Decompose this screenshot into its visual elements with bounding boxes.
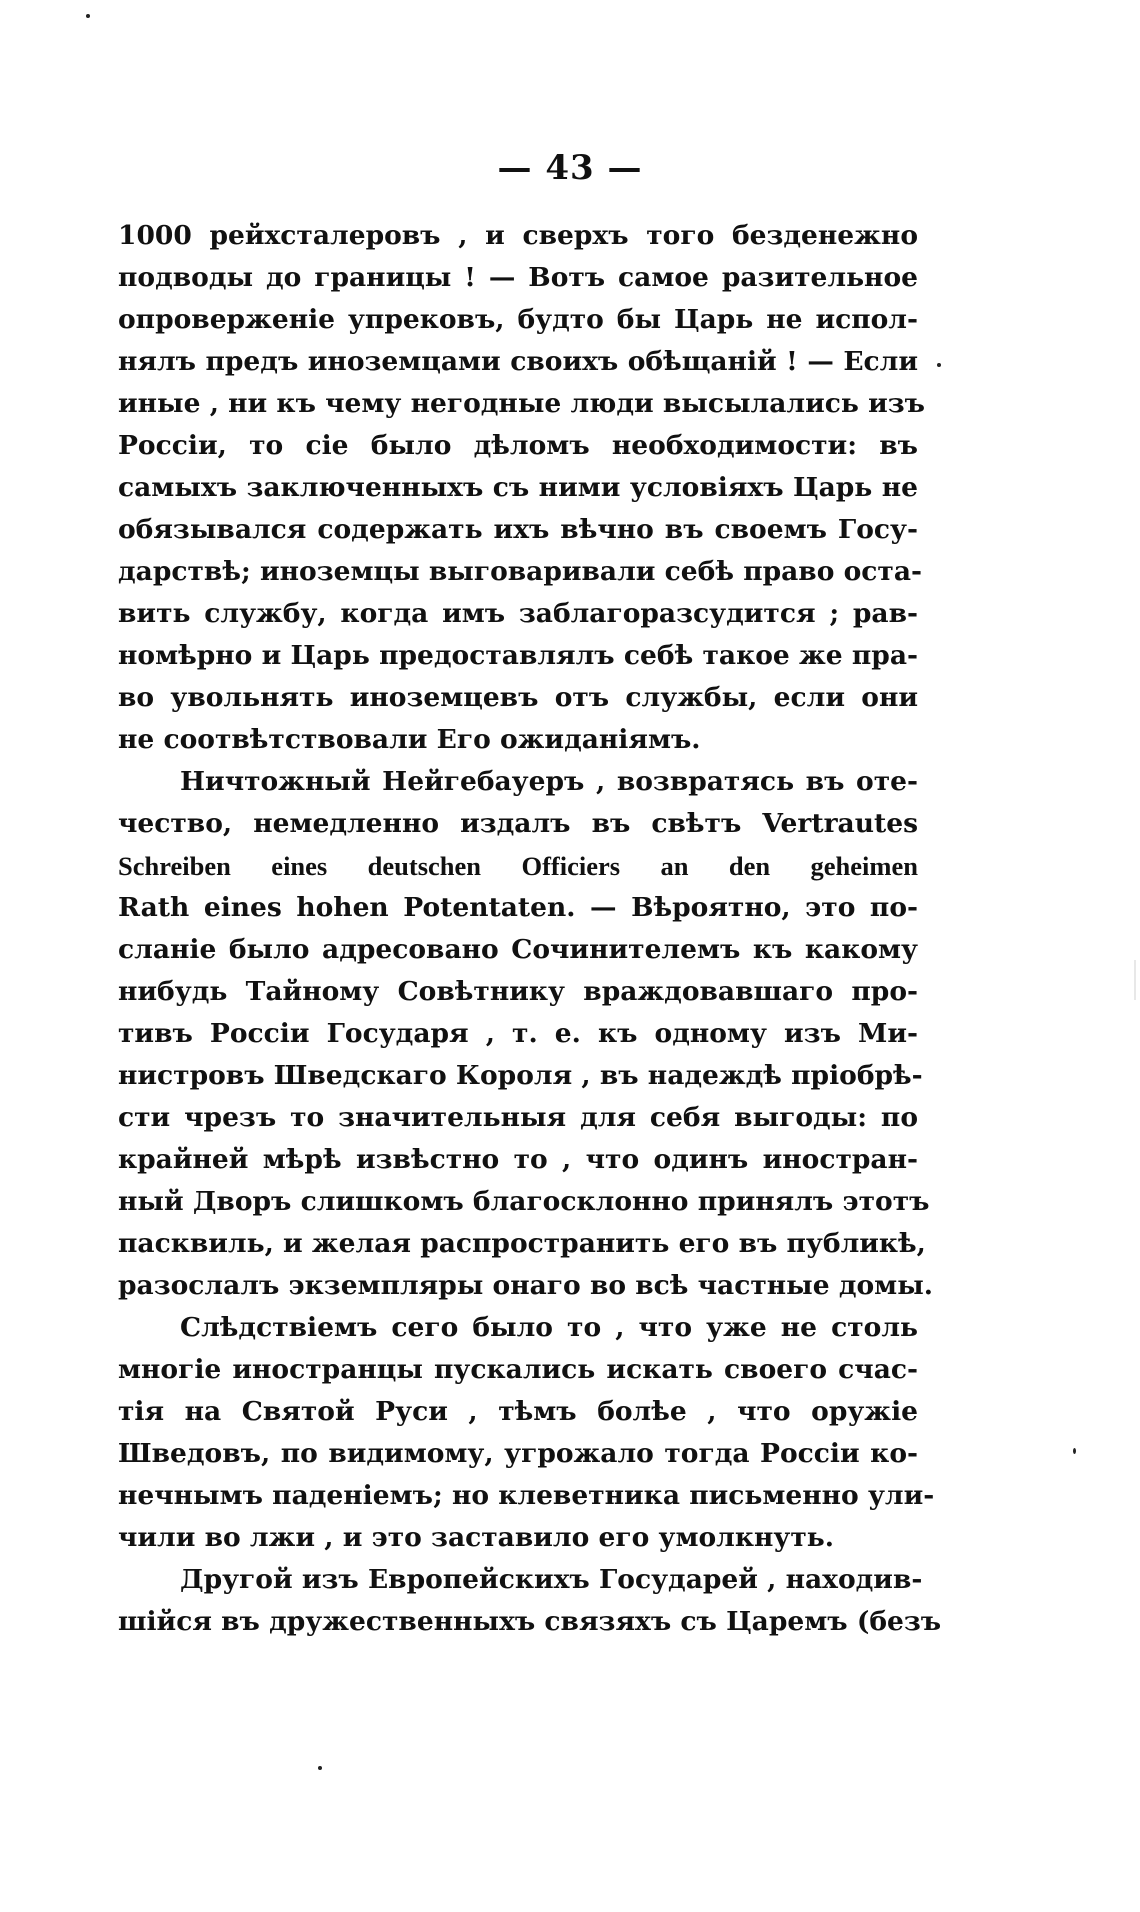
scan-speck [1073,1448,1076,1454]
text-line: дарствѣ; иноземцы выговаривали себѣ право оста- [118,556,923,587]
text-line: нибудь Тайному Совѣтнику враждовавшаго про- [118,976,918,1007]
text-line: подводы до границы ! — Вотъ самое разительное [118,262,918,293]
text-line: нечнымъ паденіемъ; но клеветника письменно ули- [118,1480,935,1511]
text-line: крайней мѣрѣ извѣстно то , что одинъ иностран- [118,1144,918,1175]
text-line: шійся въ дружественныхъ связяхъ съ Царемъ (безъ [118,1606,942,1637]
text-line: Rath eines hohen Potentaten. — Вѣроятно, это по- [118,892,918,923]
text-line: во увольнять иноземцевъ отъ службы, если они [118,682,918,713]
text-line: чили во лжи , и это заставило его умолкнуть. [118,1522,834,1553]
text-line: сти чрезъ то значительныя для себя выгоды: по [118,1102,918,1133]
text-line: обязывался содержать ихъ вѣчно въ своемъ Госу- [118,514,918,545]
text-line: пасквиль, и желая распространить его въ публикѣ, [118,1228,926,1259]
text-line: самыхъ заключенныхъ съ ними условіяхъ Царь не [118,472,918,503]
text-line: Шведовъ, по видимому, угрожало тогда Россіи ко- [118,1438,918,1469]
text-line: Ничтожный Нейгебауеръ , возвратясь въ оте- [180,766,918,797]
scan-speck [318,1766,322,1770]
text-line: Россіи, то сіе было дѣломъ необходимости: въ [118,430,918,461]
text-line: не соотвѣтствовали Его ожиданіямъ. [118,724,701,755]
text-line: разослалъ экземпляры онаго во всѣ частные домы. [118,1270,933,1301]
text-line: Другой изъ Европейскихъ Государей , находив- [180,1564,923,1595]
text-line: 1000 рейхсталеровъ , и сверхъ того безденежно [118,220,918,251]
text-line: многіе иностранцы пускались искать своего счас- [118,1354,918,1385]
scan-speck [1134,960,1136,1000]
text-line: вить службу, когда имъ заблагоразсудится ; рав- [118,598,918,629]
scan-speck [937,363,941,367]
text-line: чество, немедленно издалъ въ свѣтъ Vertrautes [118,808,918,839]
text-line: нистровъ Шведскаго Короля , въ надеждѣ пріобрѣ- [118,1060,923,1091]
body-text [118,215,942,1643]
text-line: ный Дворъ слишкомъ благосклонно принялъ этотъ [118,1186,930,1217]
text-line: тія на Святой Руси , тѣмъ болѣе , что оружіе [118,1396,918,1427]
text-line: сланіе было адресовано Сочинителемъ къ какому [118,934,918,965]
text-line: нялъ предъ иноземцами своихъ обѣщаній ! — Если [118,346,918,377]
text-line: иные , ни къ чему негодные люди высылались изъ [118,388,925,419]
text-line: опроверженіе упрековъ, будто бы Царь не испол- [118,304,918,335]
text-line: Слѣдствіемъ сего было то , что уже не столь [180,1312,918,1343]
page-number: — 43 — [497,148,643,188]
text-line: тивъ Россіи Государя , т. е. къ одному изъ Ми- [118,1018,918,1049]
text-line: Schreiben eines deutschen Officiers an den geheimen [118,851,918,881]
scan-speck [86,14,90,18]
text-line: номѣрно и Царь предоставлялъ себѣ такое же пра- [118,640,918,671]
